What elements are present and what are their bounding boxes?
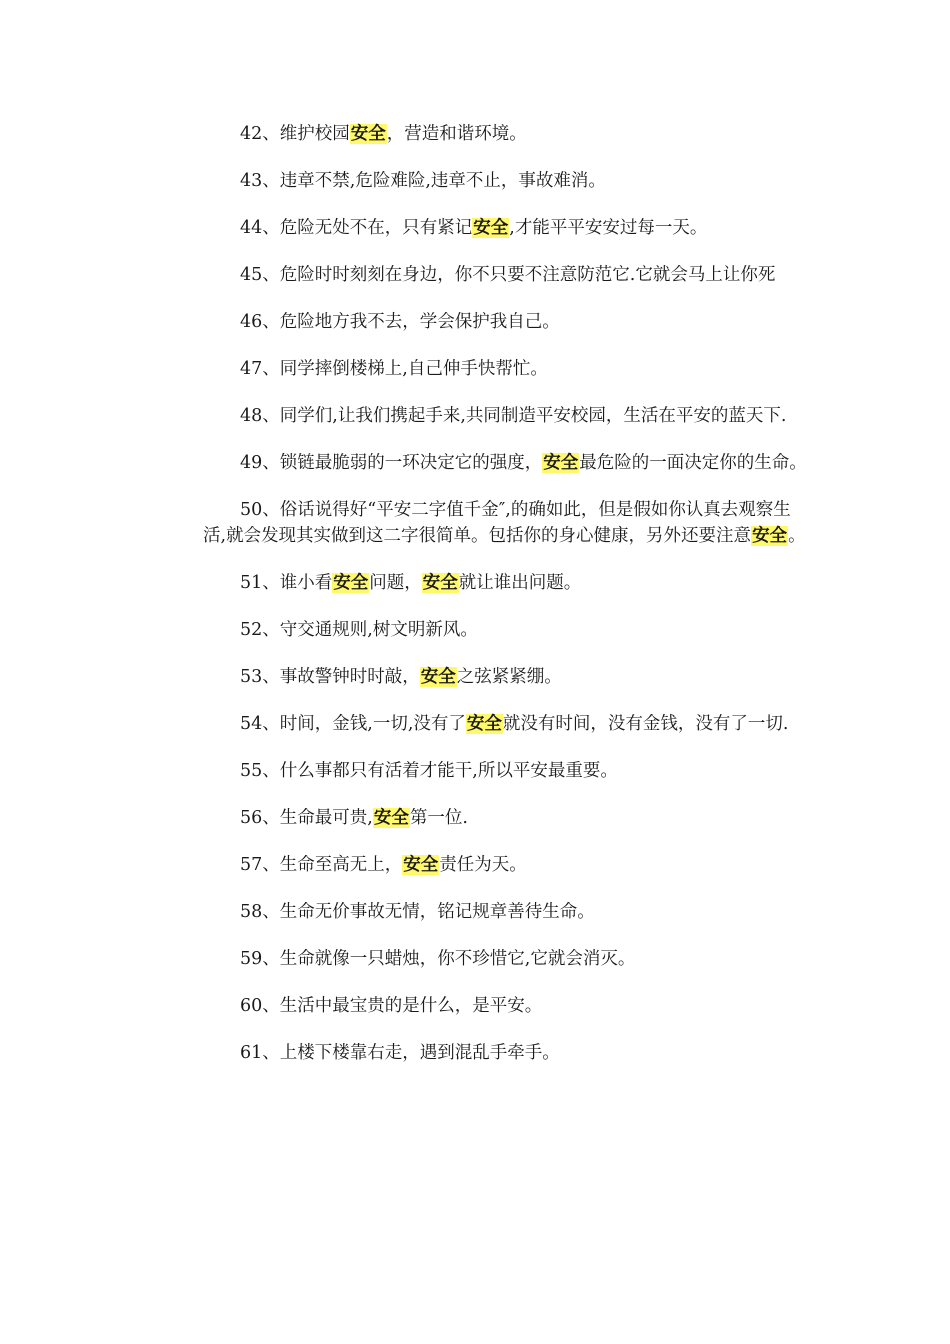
paragraph-text: 就没有时间，没有金钱，没有了一切. [502, 714, 789, 734]
paragraph-text: 之弦紧紧绷。 [456, 667, 562, 687]
paragraph-text: 46、危险地方我不去，学会保护我自己。 [240, 312, 560, 332]
slogan-paragraph [203, 309, 808, 335]
highlighted-keyword: 安全 [473, 218, 509, 238]
slogan-paragraph [203, 711, 808, 737]
paragraph-text: 51、谁小看 [240, 573, 333, 593]
paragraph-text: 57、生命至高无上， [240, 855, 403, 875]
slogan-paragraph [203, 758, 808, 784]
paragraph-text: 就让谁出问题。 [458, 573, 582, 593]
slogan-paragraph [203, 570, 808, 596]
highlighted-keyword: 安全 [333, 573, 369, 593]
paragraph-text: 责任为天。 [439, 855, 527, 875]
paragraph-text: 最危险的一面决定你的生命。 [579, 453, 807, 473]
paragraph-text: 45、危险时时刻刻在身边，你不只要不注意防范它.它就会马上让你死 [240, 265, 776, 285]
slogan-paragraph [203, 946, 808, 972]
paragraph-text: 52、守交通规则,树文明新风。 [240, 620, 478, 640]
paragraph-text: 54、时间，金钱,一切,没有了 [240, 714, 466, 734]
paragraph-text: 55、什么事都只有活着才能干,所以平安最重要。 [240, 761, 618, 781]
highlighted-keyword: 安全 [422, 573, 458, 593]
slogan-paragraph [203, 1040, 808, 1066]
paragraph-text: 问题， [369, 573, 422, 593]
slogan-paragraph [203, 356, 808, 382]
slogan-list [203, 121, 808, 1087]
paragraph-text: 56、生命最可贵, [240, 808, 373, 828]
paragraph-text: ,才能平平安安过每一天。 [509, 218, 708, 238]
slogan-paragraph [203, 805, 808, 831]
paragraph-text: 53、事故警钟时时敲， [240, 667, 420, 687]
slogan-paragraph [203, 215, 808, 241]
paragraph-text: 59、生命就像一只蜡烛，你不珍惜它,它就会消灭。 [240, 949, 636, 969]
paragraph-text: 第一位. [409, 808, 468, 828]
highlighted-keyword: 安全 [350, 124, 386, 144]
paragraph-text: 47、同学摔倒楼梯上,自己伸手快帮忙。 [240, 359, 548, 379]
paragraph-text: ，营造和谐环境。 [386, 124, 527, 144]
paragraph-text: 58、生命无价事故无情，铭记规章善待生命。 [240, 902, 595, 922]
highlighted-keyword: 安全 [752, 526, 788, 546]
paragraph-text: 50、俗话说得好“平安二字值千金″,的确如此，但是假如你认真去观察生活,就会发现其实做到这二字很简单。包括你的身心健康，另外还要注意 [203, 500, 791, 546]
slogan-paragraph [203, 121, 808, 147]
paragraph-text: 42、维护校园 [240, 124, 350, 144]
slogan-paragraph [203, 852, 808, 878]
slogan-paragraph [203, 168, 808, 194]
slogan-paragraph [203, 450, 808, 476]
paragraph-text: 。 [788, 526, 806, 546]
paragraph-text: 43、违章不禁,危险难险,违章不止，事故难消。 [240, 171, 606, 191]
highlighted-keyword: 安全 [543, 453, 579, 473]
paragraph-text: 44、危险无处不在，只有紧记 [240, 218, 473, 238]
slogan-paragraph [203, 664, 808, 690]
highlighted-keyword: 安全 [420, 667, 456, 687]
slogan-paragraph [203, 497, 808, 549]
paragraph-text: 60、生活中最宝贵的是什么，是平安。 [240, 996, 543, 1016]
slogan-paragraph [203, 993, 808, 1019]
paragraph-text: 49、锁链最脆弱的一环决定它的强度， [240, 453, 543, 473]
slogan-paragraph [203, 262, 808, 288]
highlighted-keyword: 安全 [466, 714, 502, 734]
highlighted-keyword: 安全 [373, 808, 409, 828]
paragraph-text: 61、上楼下楼靠右走，遇到混乱手牵手。 [240, 1043, 560, 1063]
paragraph-text: 48、同学们,让我们携起手来,共同制造平安校园，生活在平安的蓝天下. [240, 406, 787, 426]
slogan-paragraph [203, 403, 808, 429]
highlighted-keyword: 安全 [403, 855, 439, 875]
slogan-paragraph [203, 899, 808, 925]
slogan-paragraph [203, 617, 808, 643]
